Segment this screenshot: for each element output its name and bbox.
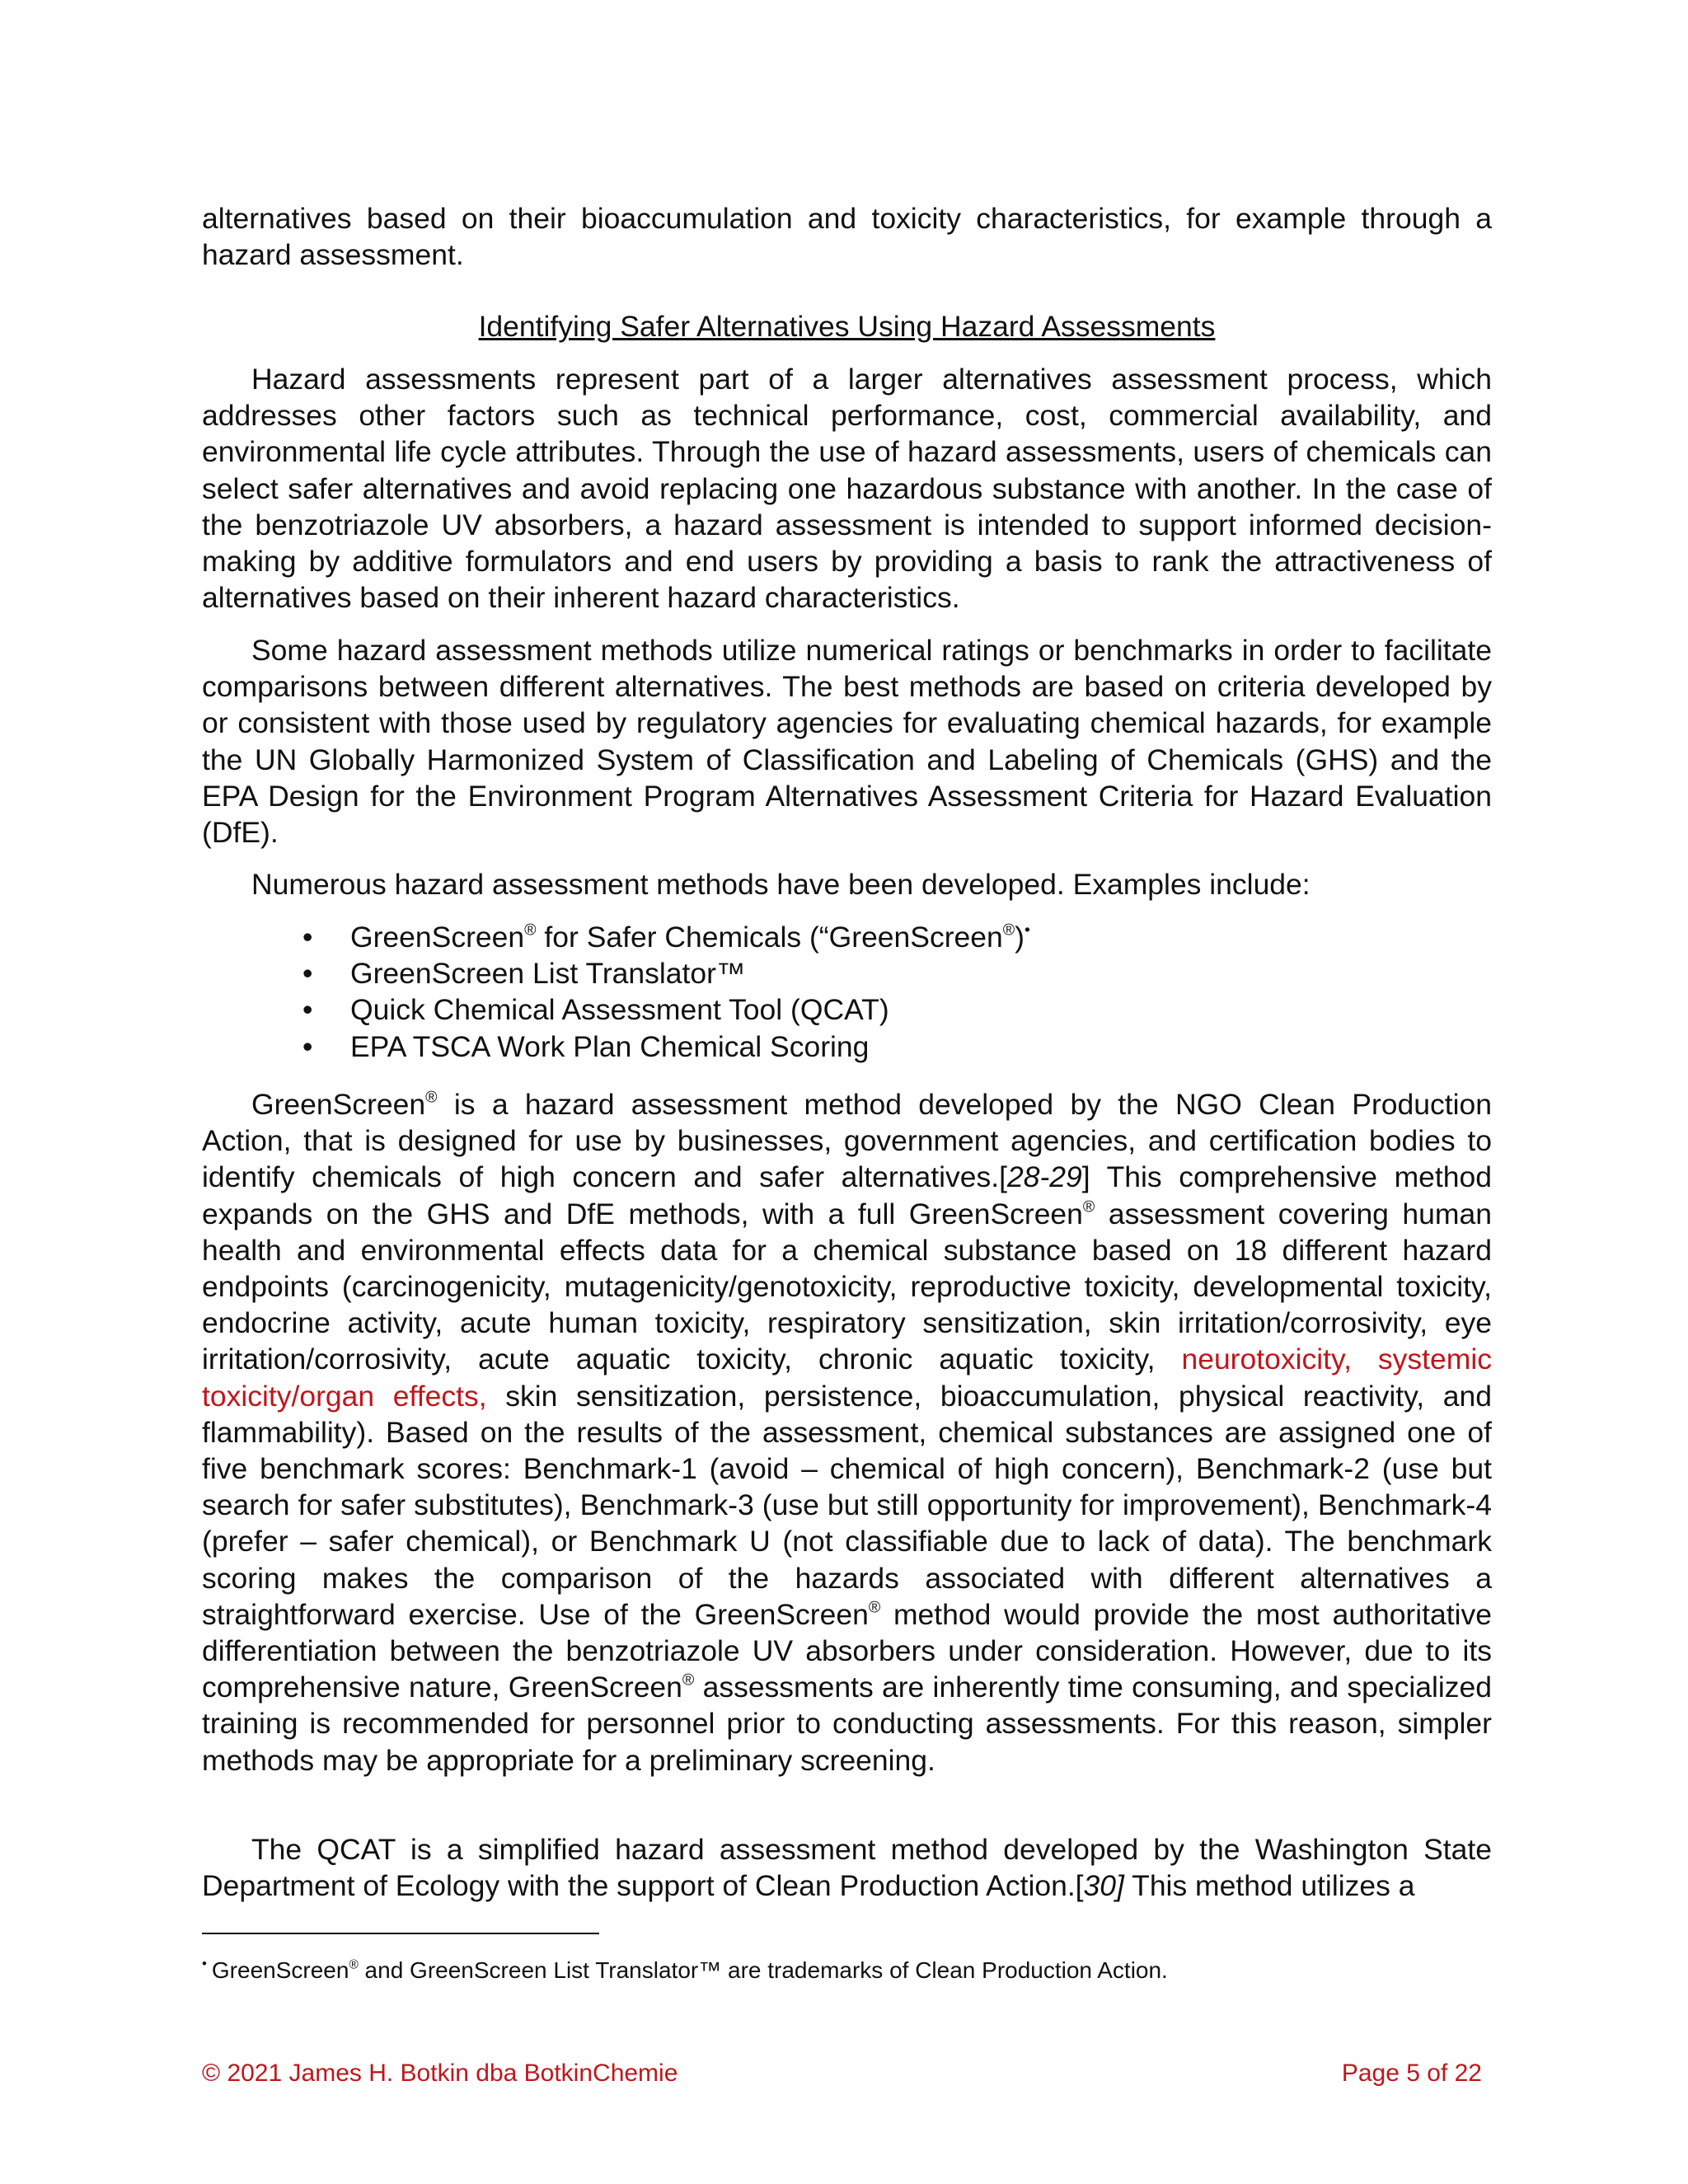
footnote-mark: • (202, 1956, 207, 1972)
list-item: • GreenScreen® for Safer Chemicals (“GreenScreen®)• (202, 919, 1492, 955)
section-heading: Identifying Safer Alternatives Using Hazard Assessments (478, 310, 1216, 343)
paragraph-greenscreen: GreenScreen® is a hazard assessment method developed by the NGO Clean Production Action, that is designed for use by businesses, government agencies, and certification bodies to identify chemicals of high concern and safer alternatives.[28-29] This comprehensive method expands on the GHS and DfE methods, with a full GreenScreen® assessment covering human health and environmental effects data for a chemical substance based on 18 different hazard endpoints (carcinogenicity, mutagenicity/genotoxicity, reproductive toxicity, developmental toxicity, endocrine activity, acute human toxicity, respiratory sensitization, skin irritation/corrosivity, eye irritation/corrosivity, acute aquatic toxicity, chronic aquatic toxicity, neurotoxicity, systemic toxicity/organ effects, skin sensitization, persistence, bioaccumulation, physical reactivity, and flammability). Based on the results of the assessment, chemical substances are assigned one of five benchmark scores: Benchmark-1 (avoid – chemical of high concern), Benchmark-2 (use but search for safer substitutes), Benchmark-3 (use but still opportunity for improvement), Benchmark-4 (prefer – safer chemical), or Benchmark U (not classifiable due to lack of data). The benchmark scoring makes the comparison of the hazards associated with different alternatives a straightforward exercise. Use of the GreenScreen® method would provide the most authoritative differentiation between the benzotriazole UV absorbers under consideration. However, due to its comprehensive nature, GreenScreen® assessments are inherently time consuming, and specialized training is recommended for personnel prior to conducting assessments. For this reason, simpler methods may be appropriate for a preliminary screening. (202, 1088, 1493, 1777)
list-item: • GreenScreen List Translator™ (202, 955, 1492, 991)
list-item: • EPA TSCA Work Plan Chemical Scoring (202, 1029, 1492, 1065)
footnote-marker[interactable]: • (1025, 921, 1030, 940)
citation: 30] (1083, 1869, 1124, 1903)
bullet-icon: • (302, 921, 313, 954)
paragraph-qcat: The QCAT is a simplified hazard assessment method developed by the Washington State Department of Ecology with the support of Clean Production Action.[30] This method utilizes a (202, 1833, 1492, 1903)
bullet-icon: • (302, 993, 313, 1027)
examples-list (202, 919, 1492, 1065)
footer-copyright: © 2021 James H. Botkin dba BotkinChemie (202, 2060, 678, 2087)
intro-paragraph: alternatives based on their bioaccumulation and toxicity characteristics, for example through a hazard assessment. (202, 202, 1492, 272)
paragraph-hazard-assessments: Hazard assessments represent part of a larger alternatives assessment process, which addresses other factors such as technical performance, cost, commercial availability, and environmental life cycle attributes. Through the use of hazard assessments, users of chemicals can select safer alternatives and avoid replacing one hazardous substance with another. In the case of the benzotriazole UV absorbers, a hazard assessment is intended to support informed decision-making by additive formulators and end users by providing a basis to rank the attractiveness of alternatives based on their inherent hazard characteristics. (202, 363, 1492, 615)
footnote-divider (202, 1933, 599, 1934)
bullet-icon: • (302, 1029, 313, 1063)
bullet-icon: • (302, 957, 313, 991)
list-item: • Quick Chemical Assessment Tool (QCAT) (202, 991, 1492, 1028)
paragraph-methods: Some hazard assessment methods utilize numerical ratings or benchmarks in order to facilitate comparisons between different alternatives. The best methods are based on criteria developed by or consistent with those used by regulatory agencies for evaluating chemical hazards, for example the UN Globally Harmonized System of Classification and Labeling of Chemicals (GHS) and the EPA Design for the Environment Program Alternatives Assessment Criteria for Hazard Evaluation (DfE). (202, 634, 1492, 850)
footnote: • GreenScreen® and GreenScreen List Translator™ are trademarks of Clean Production Action. (202, 1956, 1168, 1983)
citation: 28-29 (1006, 1160, 1082, 1194)
highlighted-text: neurotoxicity, systemic toxicity/organ effects, (202, 1343, 1492, 1413)
paragraph-examples-intro: Numerous hazard assessment methods have been developed. Examples include: (251, 868, 1311, 901)
footer-page-number: Page 5 of 22 (1341, 2060, 1482, 2087)
